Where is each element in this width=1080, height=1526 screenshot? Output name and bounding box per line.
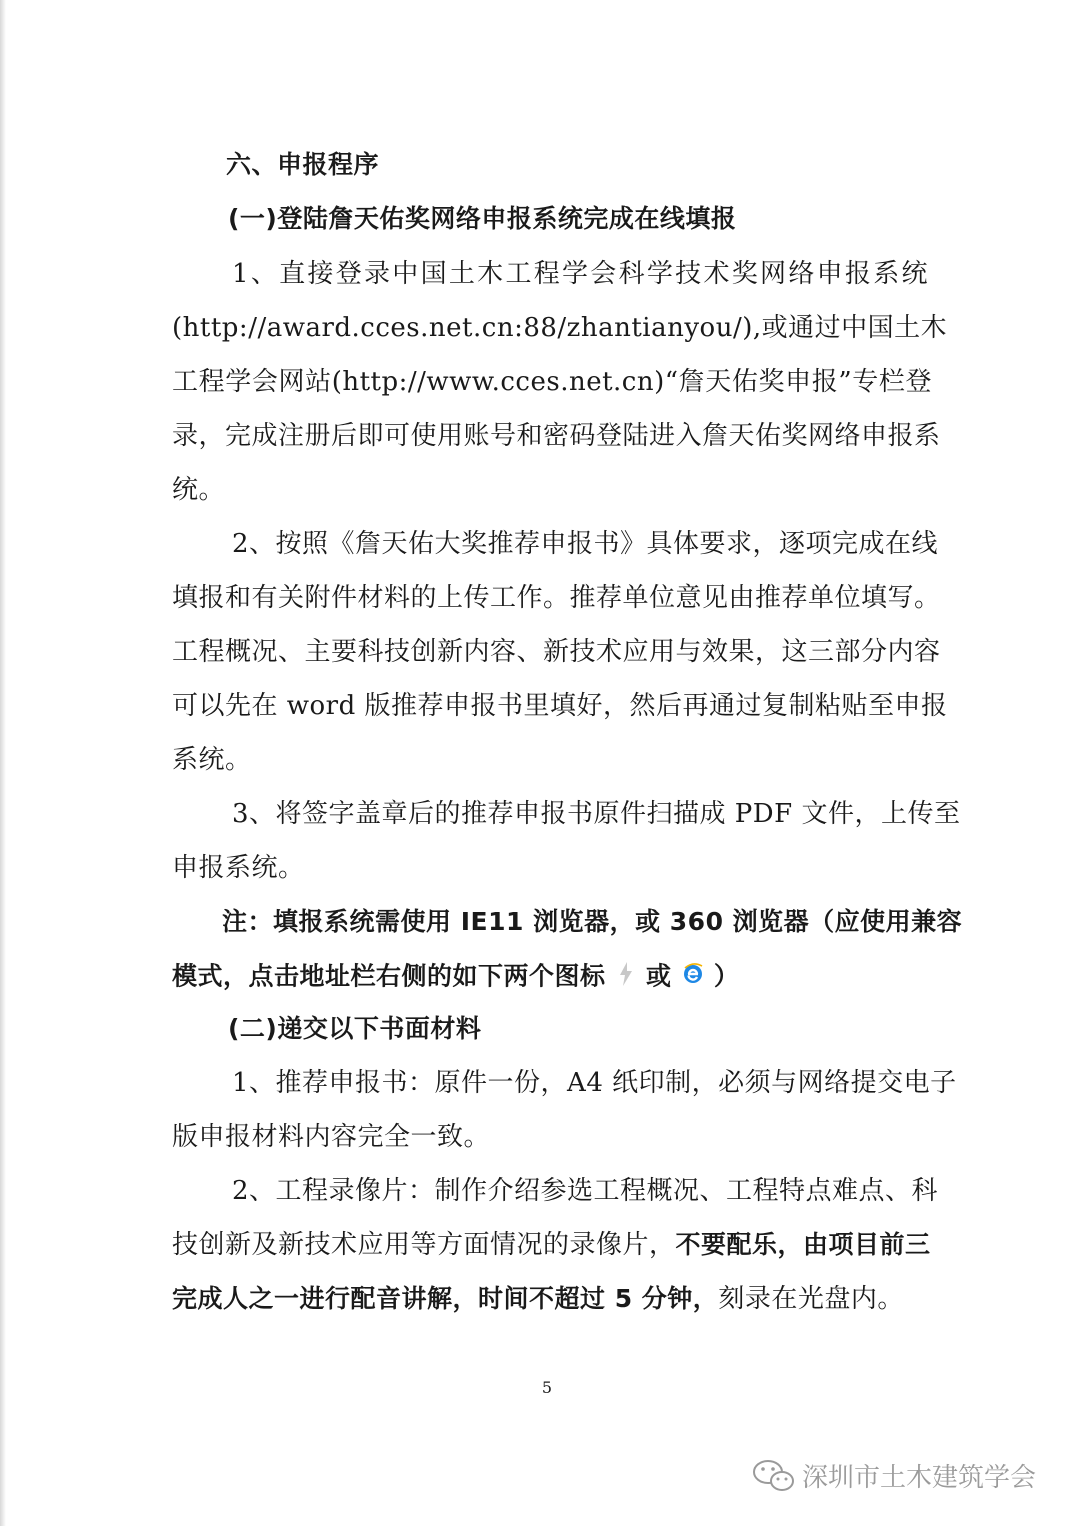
item-b2-line-2-bold: 不要配乐，由项目前三 [675,1230,931,1259]
item-b1-line-2: 版申报材料内容完全一致。 [172,1122,491,1152]
item-b2-line-1: 2、工程录像片：制作介绍参选工程概况、工程特点难点、科 [232,1176,939,1206]
ie-browser-icon [681,962,705,993]
section-title: 六、申报程序 [226,150,380,179]
item-b1-line-1: 1、推荐申报书：原件一份，A4 纸印制，必须与网络提交电子 [232,1068,957,1098]
item-1-line-4: 录，完成注册后即可使用账号和密码登陆进入詹天佑奖网络申报系 [172,421,941,451]
note-line-1: 注：填报系统需使用 IE11 浏览器，或 360 浏览器（应使用兼容 [222,907,963,936]
item-2-line-4: 可以先在 word 版推荐申报书里填好，然后再通过复制粘贴至申报 [172,691,948,721]
item-b2-line-3-normal: 刻录在光盘内。 [718,1284,904,1314]
lightning-icon [615,961,637,994]
note-line-2-start: 模式，点击地址栏右侧的如下两个图标 [172,961,606,991]
item-2-line-1: 2、按照《詹天佑大奖推荐申报书》具体要求，逐项完成在线 [232,529,939,559]
note-line-2-end: ） [713,961,740,991]
subsection-title-1: (一)登陆詹天佑奖网络申报系统完成在线填报 [228,204,737,233]
wechat-icon [752,1459,796,1493]
item-2-line-3: 工程概况、主要科技创新内容、新技术应用与效果，这三部分内容 [172,637,941,667]
item-b2-line-2-normal: 技创新及新技术应用等方面情况的录像片， [172,1230,676,1260]
item-b2-line-2 [172,1230,932,1260]
item-1-line-5: 统。 [172,475,226,505]
item-1-line-2: (http://award.cces.net.cn:88/zhantianyou/),或通过中国土木 [172,313,948,343]
item-2-line-5: 系统。 [172,745,252,775]
watermark-text: 深圳市土木建筑学会 [802,1463,1037,1493]
watermark [752,1457,1036,1494]
item-3-line-1: 3、将签字盖章后的推荐申报书原件扫描成 PDF 文件，上传至 [232,799,961,829]
page-number: 5 [541,1378,553,1397]
item-1-line-3: 工程学会网站(http://www.cces.net.cn)“詹天佑奖申报”专栏登 [172,367,932,397]
note-line-2-or: 或 [645,961,672,991]
item-1-line-1: 1、直接登录中国土木工程学会科学技术奖网络申报系统 [232,259,928,289]
note-line-2 [172,961,932,994]
item-2-line-2: 填报和有关附件材料的上传工作。推荐单位意见由推荐单位填写。 [172,583,941,613]
item-b2-line-3 [172,1284,932,1314]
item-b2-line-3-bold: 完成人之一进行配音讲解，时间不超过 5 分钟， [172,1284,719,1313]
scan-edge [0,0,6,1526]
item-3-line-2: 申报系统。 [172,853,305,883]
subsection-title-2: (二)递交以下书面材料 [228,1014,482,1043]
